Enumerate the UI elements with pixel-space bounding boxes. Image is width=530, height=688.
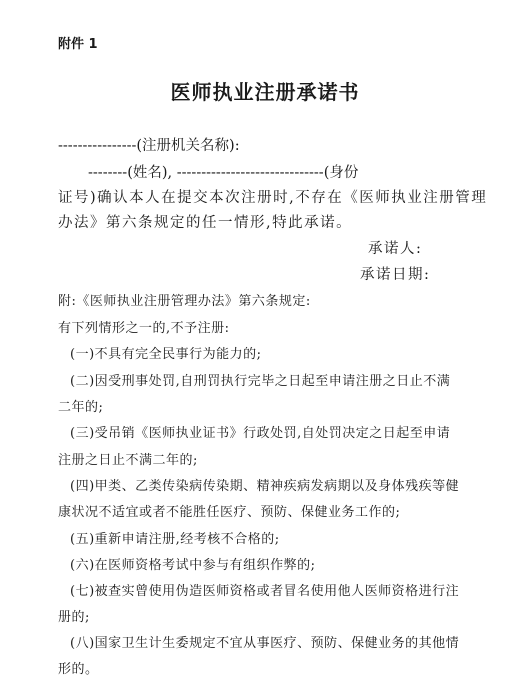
appendix-item: (四)甲类、乙类传染病传染期、精神疾病发病期以及身体残疾等健 [70,479,460,494]
appendix-lead: 有下列情形之一的,不予注册: [58,321,230,336]
appendix-item: (一)不具有完全民事行为能力的; [70,347,262,362]
appendix-item: (七)被查实曾使用伪造医师资格或者冒名使用他人医师资格进行注 [70,584,460,599]
appendix-item-continued: 形的。 [58,662,99,677]
appendix-item-continued: 二年的; [58,400,104,415]
registration-authority-line: ----------------(注册机关名称): [58,138,240,154]
appendix-item-continued: 康状况不适宜或者不能胜任医疗、预防、保健业务工作的; [58,505,401,520]
confirmation-line: 证号)确认本人在提交本次注册时,不存在《医师执业注册管理 [58,190,488,206]
appendix-item-continued: 注册之日止不满二年的; [58,453,198,468]
attachment-label: 附件 1 [58,37,98,52]
appendix-item: (五)重新申请注册,经考核不合格的; [70,532,280,547]
appendix-intro: 附:《医师执业注册管理办法》第六条规定: [58,294,311,309]
date-label: 承诺日期: [360,267,431,283]
document-title: 医师执业注册承诺书 [170,80,360,104]
signer-label: 承诺人: [368,241,423,257]
confirmation-line-end: 办法》第六条规定的任一情形,特此承诺。 [58,215,353,231]
appendix-item: (三)受吊销《医师执业证书》行政处罚,自处罚决定之日起至申请 [70,426,451,441]
appendix-item: (八)国家卫生计生委规定不宜从事医疗、预防、保健业务的其他情 [70,636,460,651]
appendix-item: (二)因受刑事处罚,自刑罚执行完毕之日起至申请注册之日止不满 [70,374,451,389]
appendix-item: (六)在医师资格考试中参与有组织作弊的; [70,558,316,573]
name-id-line: --------(姓名), ------------------------------(身份 [88,165,359,181]
appendix-item-continued: 册的; [58,610,90,625]
